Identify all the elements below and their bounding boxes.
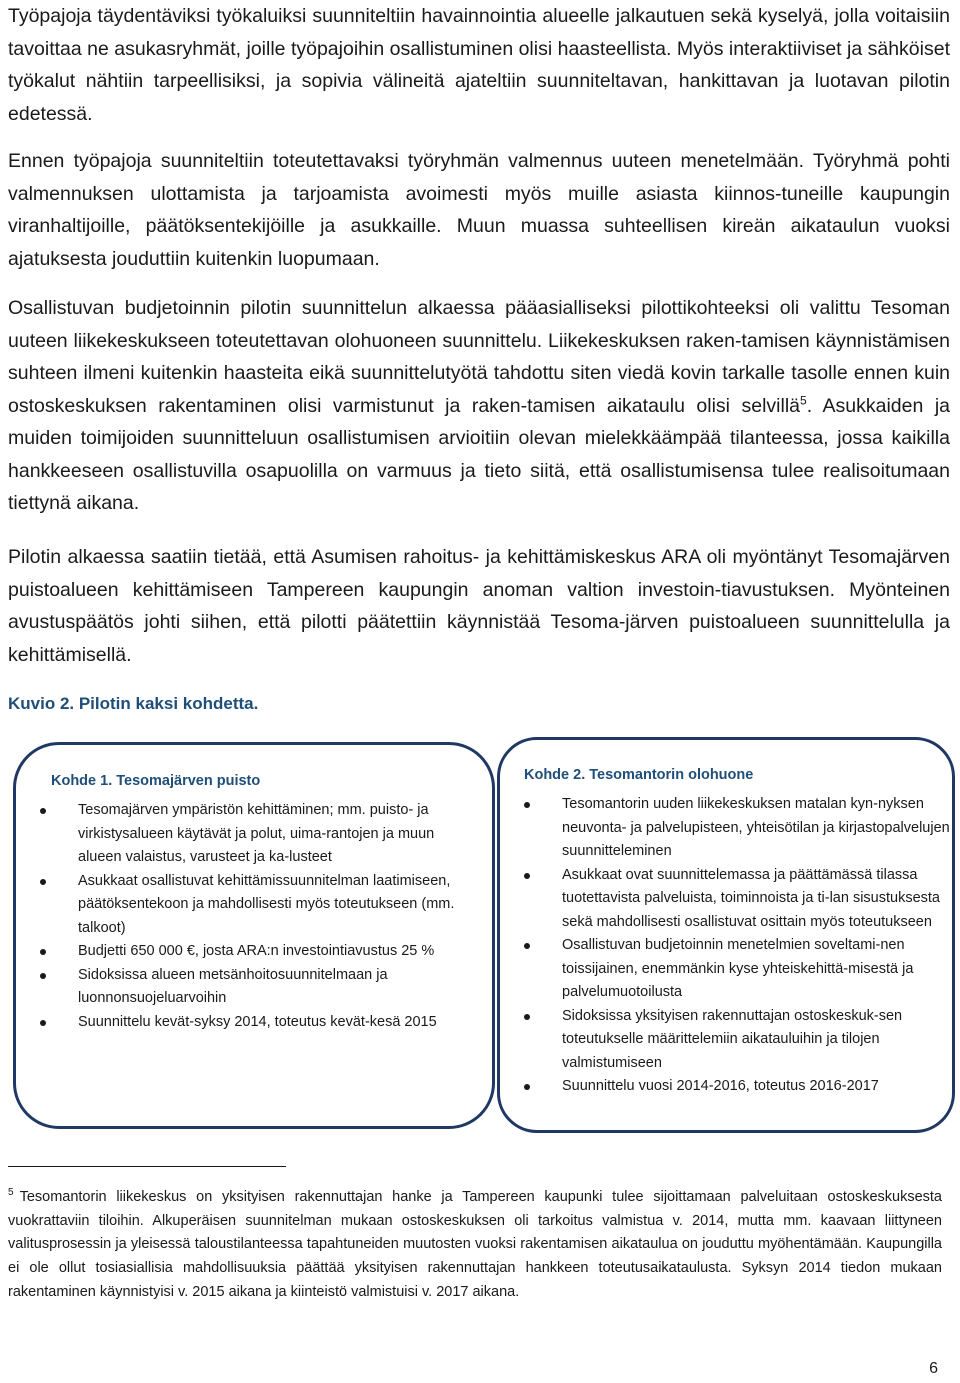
paragraph-pilot-target-text-1: Osallistuvan budjetoinnin pilotin suunnittelun alkaessa pääasialliseksi pilottikohteeksi oli valittu Tesoman uuteen liikekeskukseen toteutettavan olohuoneen suunnittelu. Liikekeskuksen raken-tamisen käynnistämisen suhteen ilmeni kuitenkin haasteita eikä suunnittelutyötä tahdottu siten viedä kovin tarkalle tasolle ennen kuin ostoskeskuksen rakentaminen olisi varmistunut ja raken-tamisen aikataulu olisi selvillä bbox=[8, 297, 950, 417]
paragraph-ara-funding: Pilotin alkaessa saatiin tietää, että Asumisen rahoitus- ja kehittämiskeskus ARA oli myöntänyt Tesomajärven puistoalueen kehittämiseen Tampereen kaupungin anoman valtion investoin-tiavustuksen. Myönteinen avustuspäätös johti siihen, että pilotti päätettiin käynnistää Tesoma-järven puistoalueen suunnittelulla ja kehittämisellä. bbox=[8, 546, 950, 666]
list-item: Suunnittelu kevät-syksy 2014, toteutus kevät-kesä 2015 bbox=[36, 1011, 476, 1035]
paragraph-tools: Työpajoja täydentäviksi työkaluiksi suunniteltiin havainnointia alueelle jalkautuen sekä kyselyä, jolla voitaisiin tavoittaa ne asukasryhmät, joille työpajoihin osallistuminen olisi haasteellista. Myös interaktiiviset ja sähköiset työkalut nähtiin tarpeellisiksi, ja sopivia välineitä ajateltiin suunniteltavan, hankittavan ja luotavan pilotin edetessä. bbox=[8, 5, 950, 125]
figure-caption: Kuvio 2. Pilotin kaksi kohdetta. bbox=[8, 694, 259, 713]
target-box-2 bbox=[497, 737, 955, 1133]
page-number: 6 bbox=[929, 1360, 938, 1377]
list-item: Budjetti 650 000 €, josta ARA:n investointiavustus 25 % bbox=[36, 940, 476, 964]
list-item: Sidoksissa alueen metsänhoitosuunnitelmaan ja luonnonsuojeluarvoihin bbox=[36, 964, 476, 1011]
footnote-divider bbox=[8, 1166, 286, 1167]
box-2-list bbox=[520, 793, 950, 1099]
list-item: Tesomajärven ympäristön kehittäminen; mm. puisto- ja virkistysalueen käytävät ja polut, uima-rantojen ja muun alueen valaistus, varusteet ja ka-lusteet bbox=[36, 799, 476, 870]
box-2-title: Kohde 2. Tesomantorin olohuone bbox=[524, 767, 754, 783]
paragraph-pilot-target-text-2: . Asukkaiden ja muiden toimijoiden suunnitteluun osallistumisen arvioitiin olevan mielekkäämpää tilanteessa, jossa kaikilla hankkeeseen osallistuvilla osapuolilla on varmuus ja tieto siitä, että osallistumisensa tulee realisoitumaan tiettynä aikana. bbox=[8, 394, 950, 514]
list-item: Tesomantorin uuden liikekeskuksen matalan kyn-nyksen neuvonta- ja palvelupisteen, yhteisötilan ja kirjastopalvelujen suunnitteleminen bbox=[520, 793, 950, 864]
box-1-title: Kohde 1. Tesomajärven puisto bbox=[51, 773, 261, 789]
list-item: Osallistuvan budjetoinnin menetelmien soveltami-nen toissijainen, enemmänkin kyse yhteiskehittä-misestä ja palvelumuotoilusta bbox=[520, 934, 950, 1005]
list-item: Suunnittelu vuosi 2014-2016, toteutus 2016-2017 bbox=[520, 1075, 950, 1099]
footnote-reference[interactable]: 5 bbox=[800, 393, 807, 407]
footnote bbox=[8, 1186, 942, 1305]
footnote-number: 5 bbox=[8, 1187, 14, 1199]
list-item: Asukkaat ovat suunnittelemassa ja päättämässä tilassa tuotettavista palveluista, toiminnoista ja ti-lan sisustuksesta sekä mahdollisesti osallistuvat osittain myös toteutukseen bbox=[520, 864, 950, 935]
footnote-text: Tesomantorin liikekeskus on yksityisen rakennuttajan hanke ja Tampereen kaupunki tulee sijoittamaan palveluitaan ostoskeskuksesta vuokrattaviin tiloihin. Alkuperäisen suunnitelman mukaan ostoskeskuksen oli tarkoitus valmistua v. 2014, mutta mm. kaavaan liittyneen valitusprosessin ja yleisessä taloustilanteessa tapahtuneiden muutosten vuoksi rakentamisen aikataulua on jouduttu myöhentämään. Kaupungilla ei ole ollut tosiasiallisia mahdollisuuksia päättää yksityisen rakennuttajan hankkeen toteutusaikataulusta. Syksyn 2014 tiedon mukaan rakentaminen käynnistyisi v. 2015 aikana ja kiinteistö valmistuisi v. 2017 aikana. bbox=[8, 1189, 942, 1300]
target-box-1 bbox=[13, 742, 495, 1129]
box-1-list bbox=[36, 799, 476, 1034]
paragraph-training: Ennen työpajoja suunniteltiin toteutettavaksi työryhmän valmennus uuteen menetelmään. Työryhmä pohti valmennuksen ulottamista ja tarjoamista avoimesti myös muille asiasta kiinnos-tuneille kaupungin viranhaltijoille, päätöksentekijöille ja asukkaille. Muun muassa suhteellisen kireän aikataulun vuoksi ajatuksesta jouduttiin kuitenkin luopumaan. bbox=[8, 150, 950, 270]
paragraph-pilot-target bbox=[8, 292, 950, 520]
list-item: Asukkaat osallistuvat kehittämissuunnitelman laatimiseen, päätöksentekoon ja mahdollisesti myös toteutukseen (mm. talkoot) bbox=[36, 870, 476, 941]
list-item: Sidoksissa yksityisen rakennuttajan ostoskeskuk-sen toteutukselle määrittelemiin aikatauluihin ja tilojen valmistumiseen bbox=[520, 1005, 950, 1076]
